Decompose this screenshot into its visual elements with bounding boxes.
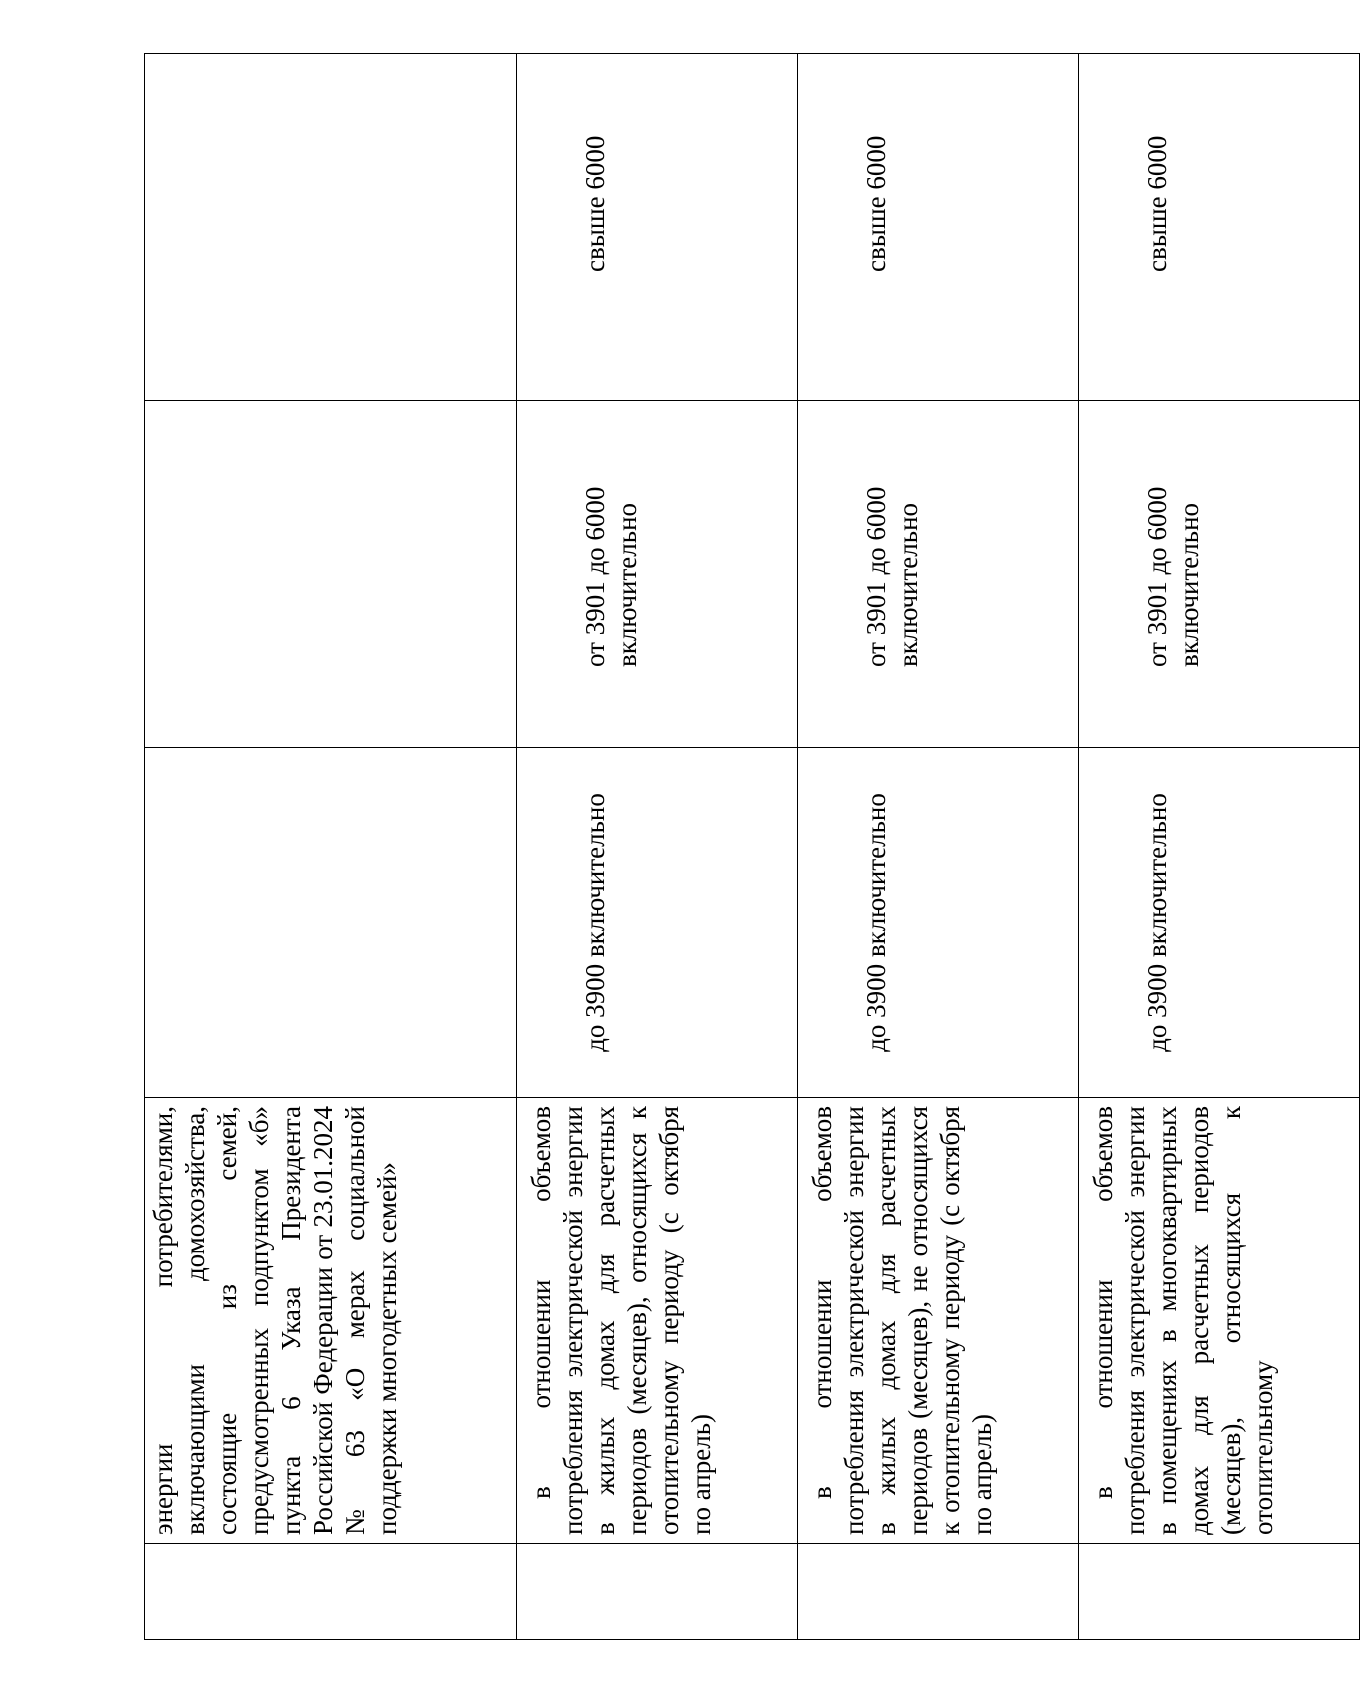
description-cell: в отношении объемов потребления электрической энергии в жилых домах для расчетных периодов (месяцев), относящихся к отопительному периоду (с октября по апрель) — [517, 1098, 798, 1544]
description-cell: в отношении объемов потребления электрической энергии в жилых домах для расчетных периодов (месяцев), не относящихся к отопительному периоду (с октября по апрель) — [798, 1098, 1079, 1544]
rotated-page — [144, 54, 1278, 1640]
range-cell-2: от 3901 до 6000 включительно — [1079, 401, 1360, 748]
range-cell-2: от 3901 до 6000 включительно — [798, 401, 1079, 748]
range-cell-1 — [145, 748, 517, 1098]
range-cell-1: до 3900 включительно — [798, 748, 1079, 1098]
table-row — [517, 54, 798, 1640]
range-cell-1: до 3900 включительно — [1079, 748, 1360, 1098]
range-cell-2 — [145, 401, 517, 748]
range-cell-3 — [145, 54, 517, 401]
row-number-cell — [517, 1544, 798, 1640]
row-number-cell — [1079, 1544, 1360, 1640]
description-cell: энергии потребителями, включающими домохозяйства, состоящие из семей, предусмотренных подпунктом «б» пункта 6 Указа Президента Российской Федерации от 23.01.2024 № 63 «О мерах социальной поддержки многодетных семей» — [145, 1098, 517, 1544]
range-cell-3: свыше 6000 — [517, 54, 798, 401]
table-row — [798, 54, 1079, 1640]
range-cell-2: от 3901 до 6000 включительно — [517, 401, 798, 748]
table-row — [1079, 54, 1360, 1640]
table-row — [145, 54, 517, 1640]
range-cell-1: до 3900 включительно — [517, 748, 798, 1098]
range-cell-3: свыше 6000 — [798, 54, 1079, 401]
row-number-cell — [798, 1544, 1079, 1640]
range-cell-3: свыше 6000 — [1079, 54, 1360, 401]
description-cell: в отношении объемов потребления электрической энергии в помещениях в многоквартирных домах для расчетных периодов (месяцев), относящихся к отопительному — [1079, 1098, 1360, 1544]
tariff-table — [144, 53, 1360, 1640]
row-number-cell — [145, 1544, 517, 1640]
